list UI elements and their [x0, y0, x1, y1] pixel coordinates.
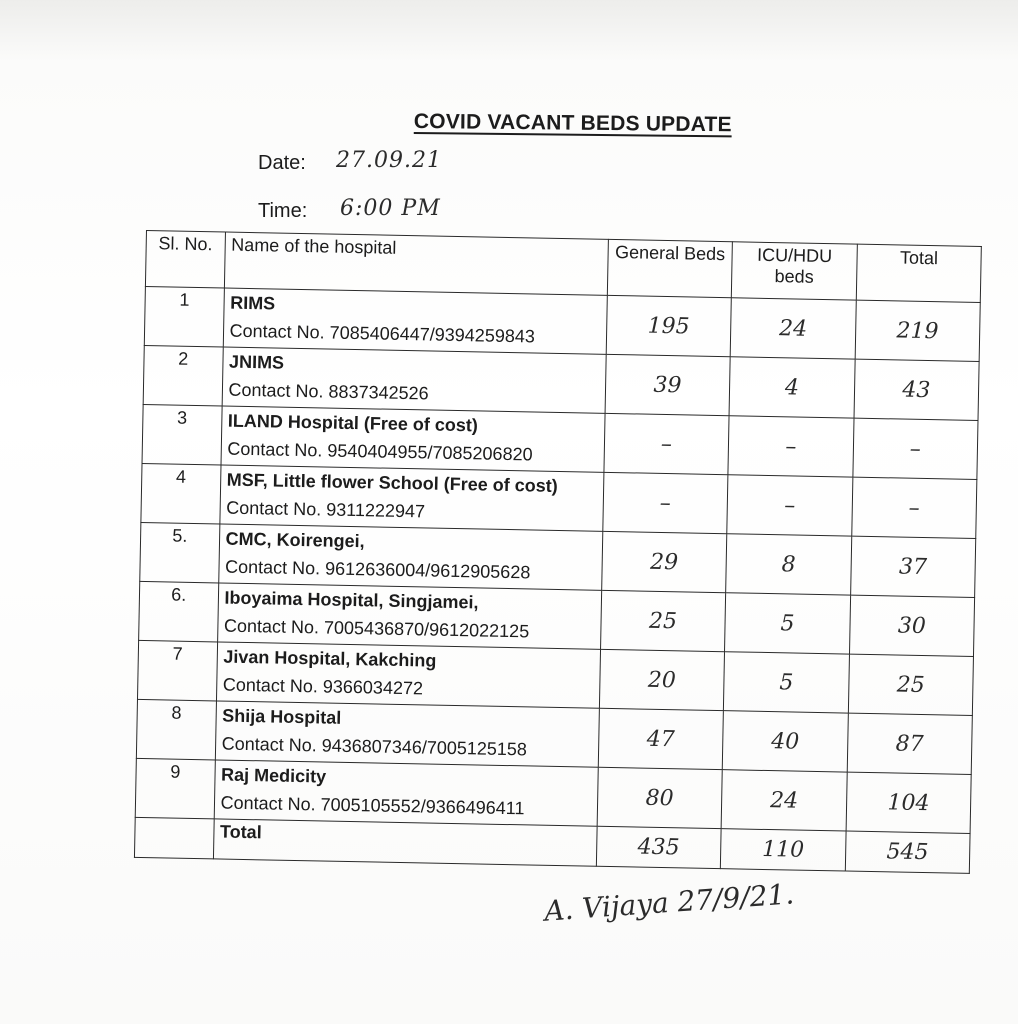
row-hospital-cell — [223, 288, 607, 354]
row-icu-beds: 5 — [724, 652, 850, 713]
row-total-beds: 30 — [849, 595, 974, 656]
row-hospital-name: JNIMS — [228, 351, 285, 373]
beds-table-container — [134, 230, 982, 874]
row-hospital-cell — [214, 760, 598, 826]
row-contact-number: Contact No. 9612636004/9612905628 — [224, 556, 531, 583]
row-icu-beds: – — [728, 416, 854, 477]
total-general-beds: 435 — [596, 826, 721, 868]
time-value: 6:00 PM — [340, 196, 441, 221]
row-hospital-cell — [219, 465, 603, 531]
row-contact-number: Contact No. 8837342526 — [228, 379, 429, 404]
row-hospital-name: Jivan Hospital, Kakching — [223, 646, 437, 671]
total-icu-beds: 110 — [721, 829, 846, 871]
row-hospital-name: RIMS — [229, 292, 276, 314]
row-general-beds: 20 — [599, 649, 725, 710]
total-label: Total — [213, 819, 597, 866]
row-icu-beds: 5 — [725, 593, 851, 654]
row-general-beds: – — [603, 472, 729, 533]
row-icu-beds: 4 — [729, 357, 855, 418]
row-total-beds: 37 — [850, 536, 975, 597]
row-sl-no: 9 — [135, 758, 215, 818]
row-sl-no: 1 — [144, 286, 224, 346]
beds-table — [134, 230, 982, 874]
row-hospital-cell — [217, 583, 601, 649]
row-contact-number: Contact No. 9366034272 — [222, 674, 424, 699]
row-icu-beds: 24 — [730, 298, 856, 359]
row-hospital-cell — [215, 701, 599, 767]
total-all-beds: 545 — [845, 831, 970, 873]
total-sl-cell — [134, 817, 213, 859]
header-general-beds: General Beds — [607, 239, 733, 297]
row-contact-number: Contact No. 7005105552/9366496411 — [220, 792, 525, 819]
signature: A. Vijaya 27/9/21. — [543, 877, 796, 928]
row-sl-no: 2 — [143, 345, 223, 405]
row-icu-beds: 8 — [726, 534, 852, 595]
row-hospital-name: ILAND Hospital (Free of cost) — [227, 410, 479, 436]
row-contact-number: Contact No. 7005436870/9612022125 — [223, 615, 530, 642]
date-value: 27.09.21 — [336, 148, 442, 173]
row-sl-no: 6. — [139, 581, 219, 641]
row-sl-no: 4 — [141, 463, 221, 523]
row-sl-no: 7 — [137, 640, 217, 700]
row-hospital-name: CMC, Koirengei, — [225, 528, 365, 552]
row-hospital-cell — [221, 406, 605, 472]
row-icu-beds: – — [727, 475, 853, 536]
row-general-beds: 47 — [598, 708, 724, 769]
row-general-beds: 25 — [600, 590, 726, 651]
row-general-beds: 80 — [597, 767, 723, 828]
row-total-beds: 219 — [855, 300, 980, 361]
row-hospital-cell — [218, 524, 602, 590]
row-total-beds: 104 — [846, 772, 971, 833]
row-hospital-name: Shija Hospital — [222, 705, 342, 728]
row-total-beds: – — [853, 418, 978, 479]
row-general-beds: 29 — [601, 531, 727, 592]
row-total-beds: 87 — [847, 713, 972, 774]
row-total-beds: 43 — [854, 359, 979, 420]
row-sl-no: 3 — [142, 404, 222, 464]
row-sl-no: 5. — [140, 522, 220, 582]
row-hospital-cell — [222, 347, 606, 413]
row-total-beds: 25 — [848, 654, 973, 715]
header-sl-no: Sl. No. — [145, 231, 225, 288]
row-contact-number: Contact No. 9540404955/7085206820 — [227, 438, 533, 465]
row-icu-beds: 40 — [722, 711, 848, 772]
row-sl-no: 8 — [136, 699, 216, 759]
row-contact-number: Contact No. 9311222947 — [226, 497, 426, 522]
row-general-beds: 195 — [606, 295, 732, 356]
header-total: Total — [856, 244, 981, 302]
header-hospital-name: Name of the hospital — [224, 232, 608, 295]
time-label: Time: — [258, 200, 308, 222]
row-hospital-name: Iboyaima Hospital, Singjamei, — [224, 587, 479, 613]
row-total-beds: – — [851, 477, 976, 538]
header-icu-beds: ICU/HDU beds — [731, 242, 857, 300]
row-hospital-name: MSF, Little flower School (Free of cost) — [226, 469, 558, 496]
row-hospital-cell — [216, 642, 600, 708]
row-contact-number: Contact No. 9436807346/7005125158 — [221, 733, 528, 760]
row-icu-beds: 24 — [721, 770, 847, 831]
row-general-beds: – — [604, 413, 730, 474]
row-general-beds: 39 — [605, 354, 731, 415]
date-label: Date: — [258, 152, 306, 174]
row-hospital-name: Raj Medicity — [220, 764, 327, 787]
document-title: COVID VACANT BEDS UPDATE — [413, 110, 732, 137]
row-contact-number: Contact No. 7085406447/9394259843 — [229, 320, 536, 347]
